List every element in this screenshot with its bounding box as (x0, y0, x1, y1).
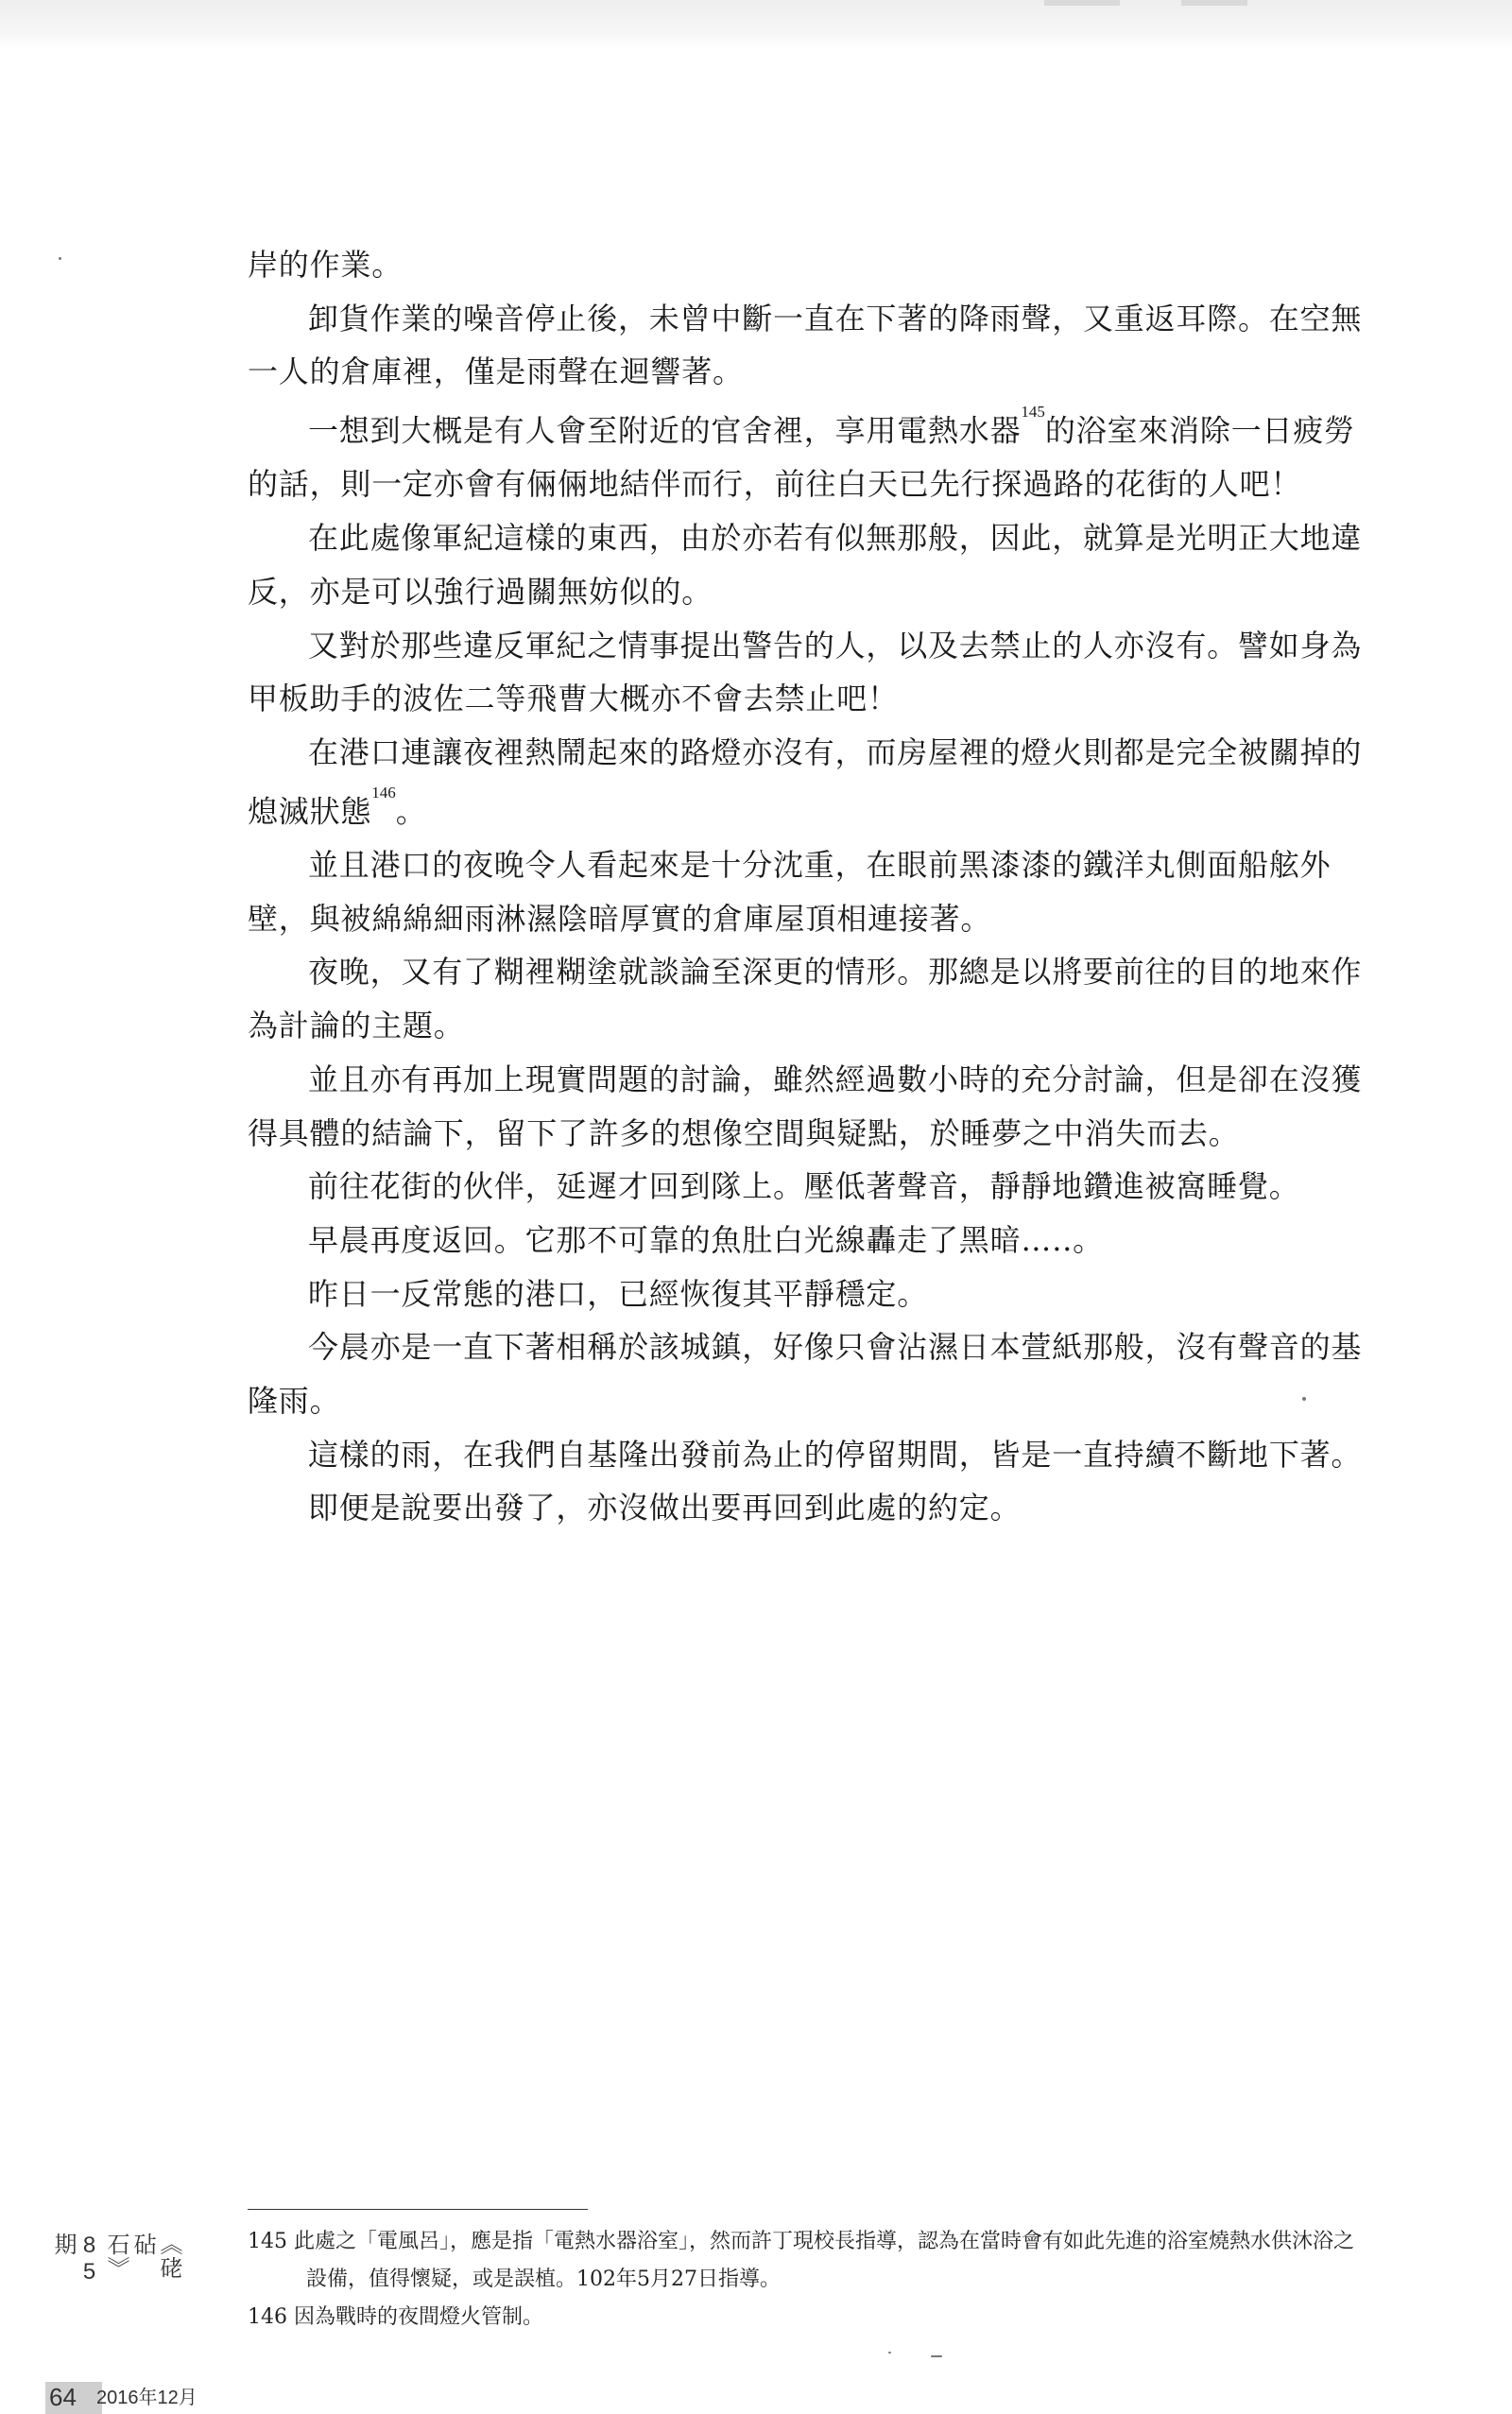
paragraph: 昨日一反常態的港口，已經恢復其平靜穩定。 (308, 1275, 929, 1312)
paragraph-text: 的浴室來消除一日疲勞的話，則一定亦會有倆倆地結伴而行，前往白天已先行探過路的花街的人吧！ (248, 412, 1355, 503)
scan-top-mark (1044, 0, 1120, 6)
scan-speck (931, 2355, 942, 2357)
scan-top-band (0, 0, 1512, 49)
footnote-ref-146[interactable]: 146 (371, 783, 396, 802)
footnote-145: 145 此處之「電風呂」，應是指「電熱水器浴室」，然而許丁現校長指導，認為在當時會有如此先進的浴室燒熱水供沐浴之設備，值得懷疑，或是誤植。102年5月27日指導。 (248, 2230, 1354, 2291)
journal-title: 《硓砧石》85期 (50, 2233, 181, 2285)
scan-top-mark (1181, 0, 1247, 6)
footnotes (248, 2223, 1372, 2336)
paragraph: 今晨亦是一直下著相稱於該城鎮，好像只會沾濕日本萱紙那般，沒有聲音的基隆雨。 (248, 1329, 1363, 1420)
footnote-146: 146 因為戰時的夜間燈火管制。 (248, 2305, 543, 2329)
page-number: 64 (49, 2383, 77, 2411)
paragraph: 並且港口的夜晚令人看起來是十分沈重，在眼前黑漆漆的鐵洋丸側面船舷外壁，與被綿綿細雨淋濕陰暗厚實的倉庫屋頂相連接著。 (248, 847, 1332, 937)
paragraph: 夜晚，又有了糊裡糊塗就談論至深更的情形。那總是以將要前往的目的地來作為計論的主題。 (248, 954, 1363, 1044)
paragraph (248, 726, 1372, 838)
paragraph: 在此處像軍紀這樣的東西，由於亦若有似無那般，因此，就算是光明正大地違反，亦是可以強行過關無妨似的。 (248, 520, 1363, 610)
footnote-ref-145[interactable]: 145 (1021, 403, 1045, 422)
paragraph-text: 一想到大概是有人會至附近的官舍裡，享用電熱水器 (308, 412, 1022, 449)
paragraph: 岸的作業。 (248, 247, 404, 283)
paragraph: 卸貨作業的噪音停止後，未曾中斷一直在下著的降雨聲，又重返耳際。在空無一人的倉庫裡，僅是雨聲在迴響著。 (248, 300, 1363, 390)
paragraph-text: 。 (395, 793, 427, 830)
scan-speck (59, 257, 61, 260)
scan-speck (888, 2352, 891, 2354)
main-text (248, 238, 1372, 1535)
paragraph: 這樣的雨，在我們自基隆出發前為止的停留期間，皆是一直持續不斷地下著。 (308, 1436, 1363, 1473)
paragraph: 即便是說要出發了，亦沒做出要再回到此處的約定。 (308, 1490, 1022, 1526)
footnote-divider (248, 2209, 588, 2210)
paragraph: 前往花街的伙伴，延遲才回到隊上。壓低著聲音，靜靜地鑽進被窩睡覺。 (308, 1168, 1300, 1205)
issue-date: 2016年12月 (96, 2388, 198, 2408)
scan-speck (1302, 1397, 1306, 1401)
paragraph: 又對於那些違反軍紀之情事提出警告的人，以及去禁止的人亦沒有。譬如身為甲板助手的波佐二等飛曹大概亦不會去禁止吧！ (248, 627, 1363, 717)
paragraph: 並且亦有再加上現實問題的討論，雖然經過數小時的充分討論，但是卻在沒獲得具體的結論下，留下了許多的想像空間與疑點，於睡夢之中消失而去。 (248, 1060, 1363, 1151)
paragraph (248, 399, 1372, 511)
paragraph: 早晨再度返回。它那不可靠的魚肚白光線轟走了黑暗…..。 (308, 1221, 1104, 1258)
paragraph-text: 在港口連讓夜裡熱鬧起來的路燈亦沒有，而房屋裡的燈火則都是完全被關掉的熄滅狀態 (248, 733, 1363, 830)
